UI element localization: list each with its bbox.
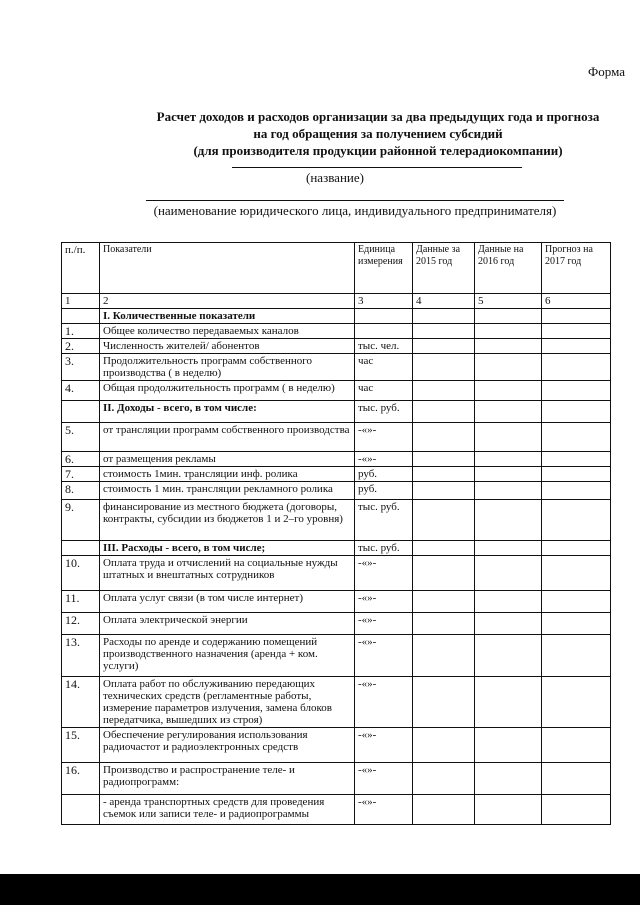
value-cell-2015[interactable]: [413, 795, 475, 825]
value-cell-2016[interactable]: [475, 728, 542, 763]
value-cell-2015[interactable]: [413, 591, 475, 613]
value-cell-2017[interactable]: [542, 354, 611, 381]
value-cell-2016[interactable]: [475, 500, 542, 541]
value-cell-2016[interactable]: [475, 339, 542, 354]
name-field-line[interactable]: [232, 167, 522, 168]
value-cell-2016[interactable]: [475, 423, 542, 452]
value-cell-2016[interactable]: [475, 591, 542, 613]
unit-cell: -«»-: [355, 763, 413, 795]
value-cell-2016[interactable]: [475, 795, 542, 825]
value-cell-2015[interactable]: [413, 381, 475, 401]
table-row: [62, 381, 611, 401]
value-cell-2016[interactable]: [475, 482, 542, 500]
section-heading: I. Количественные показатели: [100, 309, 355, 324]
value-cell-2016[interactable]: [475, 401, 542, 423]
table-row: [62, 354, 611, 381]
table-row: [62, 635, 611, 677]
value-cell-2017[interactable]: [542, 677, 611, 728]
value-cell-2017[interactable]: [542, 423, 611, 452]
row-number: [62, 309, 100, 324]
value-cell-2017[interactable]: [542, 556, 611, 591]
value-cell-2015[interactable]: [413, 423, 475, 452]
value-cell-2015[interactable]: [413, 452, 475, 467]
row-number: 10.: [62, 556, 100, 591]
value-cell-2016[interactable]: [475, 467, 542, 482]
unit-cell: -«»-: [355, 423, 413, 452]
unit-cell: [355, 324, 413, 339]
unit-cell: [355, 309, 413, 324]
unit-cell: -«»-: [355, 677, 413, 728]
value-cell-2016[interactable]: [475, 541, 542, 556]
indicator-label: Общее количество передаваемых каналов: [100, 324, 355, 339]
value-cell-2017[interactable]: [542, 381, 611, 401]
unit-cell: тыс. чел.: [355, 339, 413, 354]
value-cell-2015[interactable]: [413, 354, 475, 381]
value-cell-2016[interactable]: [475, 556, 542, 591]
table-row: [62, 339, 611, 354]
table-row: [62, 423, 611, 452]
table-row: [62, 677, 611, 728]
indicator-label: Общая продолжительность программ ( в неделю): [100, 381, 355, 401]
row-number: [62, 795, 100, 825]
column-number: 1: [62, 294, 100, 309]
value-cell-2016[interactable]: [475, 635, 542, 677]
header-num: п./п.: [62, 243, 100, 294]
value-cell-2017[interactable]: [542, 324, 611, 339]
indicator-label: Расходы по аренде и содержанию помещений производственного назначения (аренда + ком. услуги): [100, 635, 355, 677]
value-cell-2017[interactable]: [542, 795, 611, 825]
row-number: 5.: [62, 423, 100, 452]
section-heading: II. Доходы - всего, в том числе:: [100, 401, 355, 423]
value-cell-2015[interactable]: [413, 541, 475, 556]
row-number: 12.: [62, 613, 100, 635]
header-2015: Данные за 2015 год: [413, 243, 475, 294]
name-caption: (название): [306, 170, 364, 185]
indicator-label: от размещения рекламы: [100, 452, 355, 467]
column-number: 4: [413, 294, 475, 309]
value-cell-2017[interactable]: [542, 541, 611, 556]
unit-cell: тыс. руб.: [355, 401, 413, 423]
row-number: 4.: [62, 381, 100, 401]
value-cell-2017[interactable]: [542, 467, 611, 482]
header-unit: Единица измерения: [355, 243, 413, 294]
value-cell-2015[interactable]: [413, 309, 475, 324]
unit-cell: -«»-: [355, 613, 413, 635]
value-cell-2017[interactable]: [542, 591, 611, 613]
row-number: [62, 401, 100, 423]
unit-cell: час: [355, 381, 413, 401]
indicator-label: Производство и распространение теле- и радиопрограмм:: [100, 763, 355, 795]
legal-entity-caption: (наименование юридического лица, индивидуального предпринимателя): [153, 203, 557, 218]
indicator-label: Оплата услуг связи (в том числе интернет): [100, 591, 355, 613]
table-body: [62, 309, 611, 825]
row-number: 1.: [62, 324, 100, 339]
table-row: [62, 591, 611, 613]
table-row: [62, 452, 611, 467]
value-cell-2015[interactable]: [413, 677, 475, 728]
unit-cell: -«»-: [355, 635, 413, 677]
value-cell-2017[interactable]: [542, 309, 611, 324]
value-cell-2015[interactable]: [413, 482, 475, 500]
unit-cell: тыс. руб.: [355, 500, 413, 541]
value-cell-2017[interactable]: [542, 635, 611, 677]
value-cell-2016[interactable]: [475, 309, 542, 324]
table-row: [62, 500, 611, 541]
value-cell-2015[interactable]: [413, 556, 475, 591]
row-number: 9.: [62, 500, 100, 541]
value-cell-2015[interactable]: [413, 339, 475, 354]
table-row: [62, 763, 611, 795]
row-number: 11.: [62, 591, 100, 613]
value-cell-2015[interactable]: [413, 613, 475, 635]
unit-cell: руб.: [355, 482, 413, 500]
indicator-label: от трансляции программ собственного производства: [100, 423, 355, 452]
indicator-label: Обеспечение регулирования использования радиочастот и радиоэлектронных средств: [100, 728, 355, 763]
column-number-row: [62, 294, 611, 309]
value-cell-2015[interactable]: [413, 324, 475, 339]
row-number: 15.: [62, 728, 100, 763]
value-cell-2017[interactable]: [542, 401, 611, 423]
value-cell-2016[interactable]: [475, 324, 542, 339]
indicator-label: стоимость 1 мин. трансляции рекламного ролика: [100, 482, 355, 500]
indicator-label: Численность жителей/ абонентов: [100, 339, 355, 354]
table-row: [62, 556, 611, 591]
value-cell-2017[interactable]: [542, 728, 611, 763]
indicator-label: Оплата работ по обслуживанию передающих технических средств (регламентные работы, измерение параметров излучения, замена блоков передатчика, вышедших из строя): [100, 677, 355, 728]
column-number: 3: [355, 294, 413, 309]
value-cell-2016[interactable]: [475, 763, 542, 795]
table-row: [62, 482, 611, 500]
value-cell-2016[interactable]: [475, 381, 542, 401]
section-heading: III. Расходы - всего, в том числе;: [100, 541, 355, 556]
value-cell-2017[interactable]: [542, 482, 611, 500]
value-cell-2016[interactable]: [475, 677, 542, 728]
title-line-2: на год обращения за получением субсидий: [253, 126, 503, 141]
title-line-1: Расчет доходов и расходов организации за два предыдущих года и прогноза: [156, 109, 600, 124]
column-number: 2: [100, 294, 355, 309]
row-number: 7.: [62, 467, 100, 482]
row-number: 16.: [62, 763, 100, 795]
table-row: [62, 401, 611, 423]
header-indicator: Показатели: [100, 243, 355, 294]
unit-cell: -«»-: [355, 795, 413, 825]
value-cell-2015[interactable]: [413, 401, 475, 423]
table-row: [62, 613, 611, 635]
value-cell-2016[interactable]: [475, 452, 542, 467]
unit-cell: руб.: [355, 467, 413, 482]
table-row: [62, 309, 611, 324]
value-cell-2015[interactable]: [413, 763, 475, 795]
value-cell-2015[interactable]: [413, 635, 475, 677]
income-expense-table: [61, 242, 611, 825]
table-row: [62, 728, 611, 763]
table-row: [62, 467, 611, 482]
header-2017: Прогноз на 2017 год: [542, 243, 611, 294]
value-cell-2015[interactable]: [413, 500, 475, 541]
row-number: 3.: [62, 354, 100, 381]
indicator-label: финансирование из местного бюджета (договоры, контракты, субсидии из бюджетов 1 и 2–го уровня): [100, 500, 355, 541]
header-2016: Данные на 2016 год: [475, 243, 542, 294]
row-number: 2.: [62, 339, 100, 354]
value-cell-2017[interactable]: [542, 500, 611, 541]
indicator-label: Продолжительность программ собственного производства ( в неделю): [100, 354, 355, 381]
indicator-label: - аренда транспортных средств для проведения съемок или записи теле- и радиопрограммы: [100, 795, 355, 825]
row-number: 13.: [62, 635, 100, 677]
column-number: 5: [475, 294, 542, 309]
unit-cell: час: [355, 354, 413, 381]
value-cell-2015[interactable]: [413, 728, 475, 763]
indicator-label: стоимость 1мин. трансляции инф. ролика: [100, 467, 355, 482]
document-title: [140, 108, 616, 159]
unit-cell: -«»-: [355, 728, 413, 763]
row-number: 8.: [62, 482, 100, 500]
unit-cell: -«»-: [355, 556, 413, 591]
scan-bottom-edge: [0, 874, 640, 905]
row-number: 6.: [62, 452, 100, 467]
table-header-row: [62, 243, 611, 294]
indicator-label: Оплата электрической энергии: [100, 613, 355, 635]
value-cell-2017[interactable]: [542, 763, 611, 795]
legal-entity-field-line[interactable]: [146, 200, 564, 201]
value-cell-2017[interactable]: [542, 452, 611, 467]
unit-cell: -«»-: [355, 591, 413, 613]
value-cell-2017[interactable]: [542, 339, 611, 354]
value-cell-2015[interactable]: [413, 467, 475, 482]
row-number: 14.: [62, 677, 100, 728]
row-number: [62, 541, 100, 556]
column-number: 6: [542, 294, 611, 309]
table-row: [62, 541, 611, 556]
value-cell-2016[interactable]: [475, 613, 542, 635]
value-cell-2017[interactable]: [542, 613, 611, 635]
form-label: Форма: [588, 64, 625, 79]
unit-cell: -«»-: [355, 452, 413, 467]
title-line-3: (для производителя продукции районной телерадиокомпании): [193, 143, 563, 158]
value-cell-2016[interactable]: [475, 354, 542, 381]
table-row: [62, 795, 611, 825]
unit-cell: тыс. руб.: [355, 541, 413, 556]
table-row: [62, 324, 611, 339]
indicator-label: Оплата труда и отчислений на социальные нужды штатных и внештатных сотрудников: [100, 556, 355, 591]
